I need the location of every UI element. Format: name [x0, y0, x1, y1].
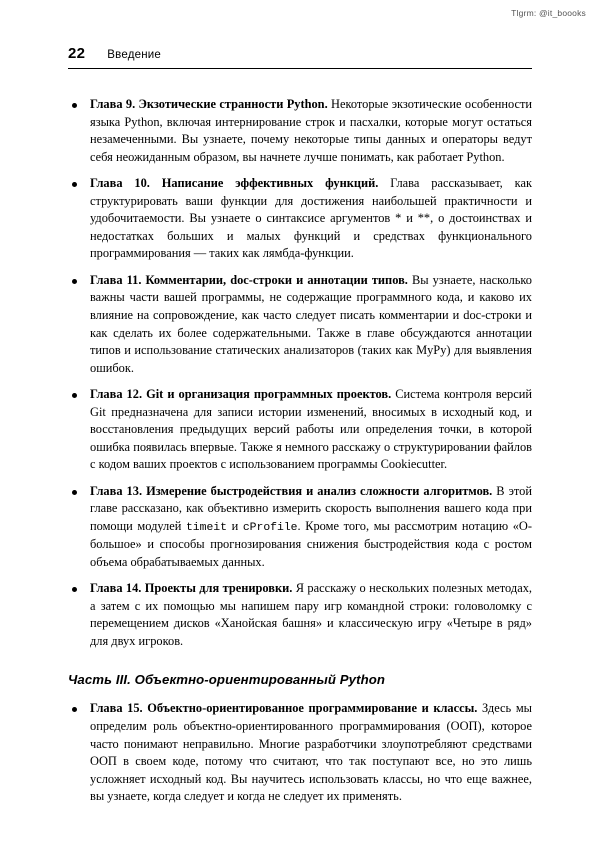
list-item — [68, 700, 532, 805]
page-header — [68, 45, 532, 69]
part-heading: Часть III. Объектно-ориентированный Python — [68, 672, 386, 688]
chapter-title: Глава 15. Объектно-ориентированное программирование и классы. — [90, 701, 478, 716]
chapter-list-part3 — [68, 700, 532, 805]
chapter-title: Глава 13. Измерение быстродействия и анализ сложности алгоритмов. — [90, 483, 493, 498]
list-item — [68, 386, 532, 474]
list-item — [68, 483, 532, 571]
running-head: Введение — [107, 49, 161, 61]
chapter-description-cont: и — [226, 519, 243, 534]
watermark-text: Tlgrm: @it_boooks — [511, 8, 586, 18]
chapter-description: Здесь мы определим роль объектно-ориентированного программирования (ООП), которое часто понимают неправильно. Многие разработчики злоупотребляют средствами ООП в своем коде, потому что считают, что так поступают все, но это лишь усложняет исходный код. Вы научитесь использовать классы, но что еще важнее, вы узнаете, когда следует и когда не следует их применять. — [90, 701, 532, 804]
chapter-list — [68, 96, 532, 650]
chapter-description: Некоторые экзотические особенности языка Python, включая интернирование строк и пасхалки, которые могут остаться незамеченными. Вы узнаете, почему некоторые типы данных и операторы ведут себя неожиданным образом, вы начнете лучше понимать, как работает Python. — [90, 97, 533, 164]
chapter-title: Глава 9. Экзотические странности Python. — [90, 97, 328, 111]
chapter-title: Глава 12. Git и организация программных проектов. — [90, 387, 392, 402]
list-item — [68, 580, 532, 650]
chapter-title: Глава 14. Проекты для тренировки. — [90, 581, 293, 596]
page-number: 22 — [68, 45, 86, 62]
chapter-description: Глава рассказывает, как структурировать ваши функции для достижения наибольшей практичности и удобочитаемости. Вы узнаете о синтаксисе аргументов * и **, о достоинствах и недостатках больших и малых функций и средствах функционального программирования — таких как лямбда-функции. — [90, 176, 532, 261]
page-content — [68, 96, 532, 815]
chapter-description-end: . Кроме того, мы рассмотрим нотацию «О-большое» и способы прогнозирования снижения быстродействия кода с ростом объема обрабатываемых данных. — [90, 519, 532, 569]
list-item — [68, 272, 532, 377]
list-item — [68, 96, 532, 166]
chapter-title: Глава 10. Написание эффективных функций. — [90, 176, 379, 191]
list-item — [68, 175, 532, 263]
chapter-description: Я расскажу о нескольких полезных методах, а затем с их помощью мы напишем пару игр командной строки: головоломку с перемещением дисков «Ханойская башня» и классическую игру «Четыре в ряд» для двух игроков. — [90, 581, 532, 648]
chapter-description: Система контроля версий Git предназначена для записи истории изменений, вносимых в исходный код, и восстановления предыдущих версий работы или определения точки, в которой ошибка появилась впервые. Также я немного расскажу о структурировании файлов с кодом ваших проектов с использованием программы Cookiecutter. — [90, 387, 532, 472]
chapter-description: Вы узнаете, насколько важны части вашей программы, не содержащие программного кода, и каково их влияние на сопровождение, как часто следует писать комментарии и doc-строки и как сделать их более содержательными. Также в главе обсуждаются аннотации типов и использование статических анализаторов (таких как MyPy) для выявления ошибок. — [90, 272, 532, 375]
chapter-description: В этой главе рассказано, как объективно измерить скорость выполнения вашего кода при помощи модулей — [90, 483, 533, 534]
code-term-timeit: timeit — [185, 522, 227, 535]
chapter-title: Глава 11. Комментарии, doc-строки и аннотации типов. — [90, 272, 408, 287]
code-term-cprofile: cProfile — [242, 522, 298, 535]
